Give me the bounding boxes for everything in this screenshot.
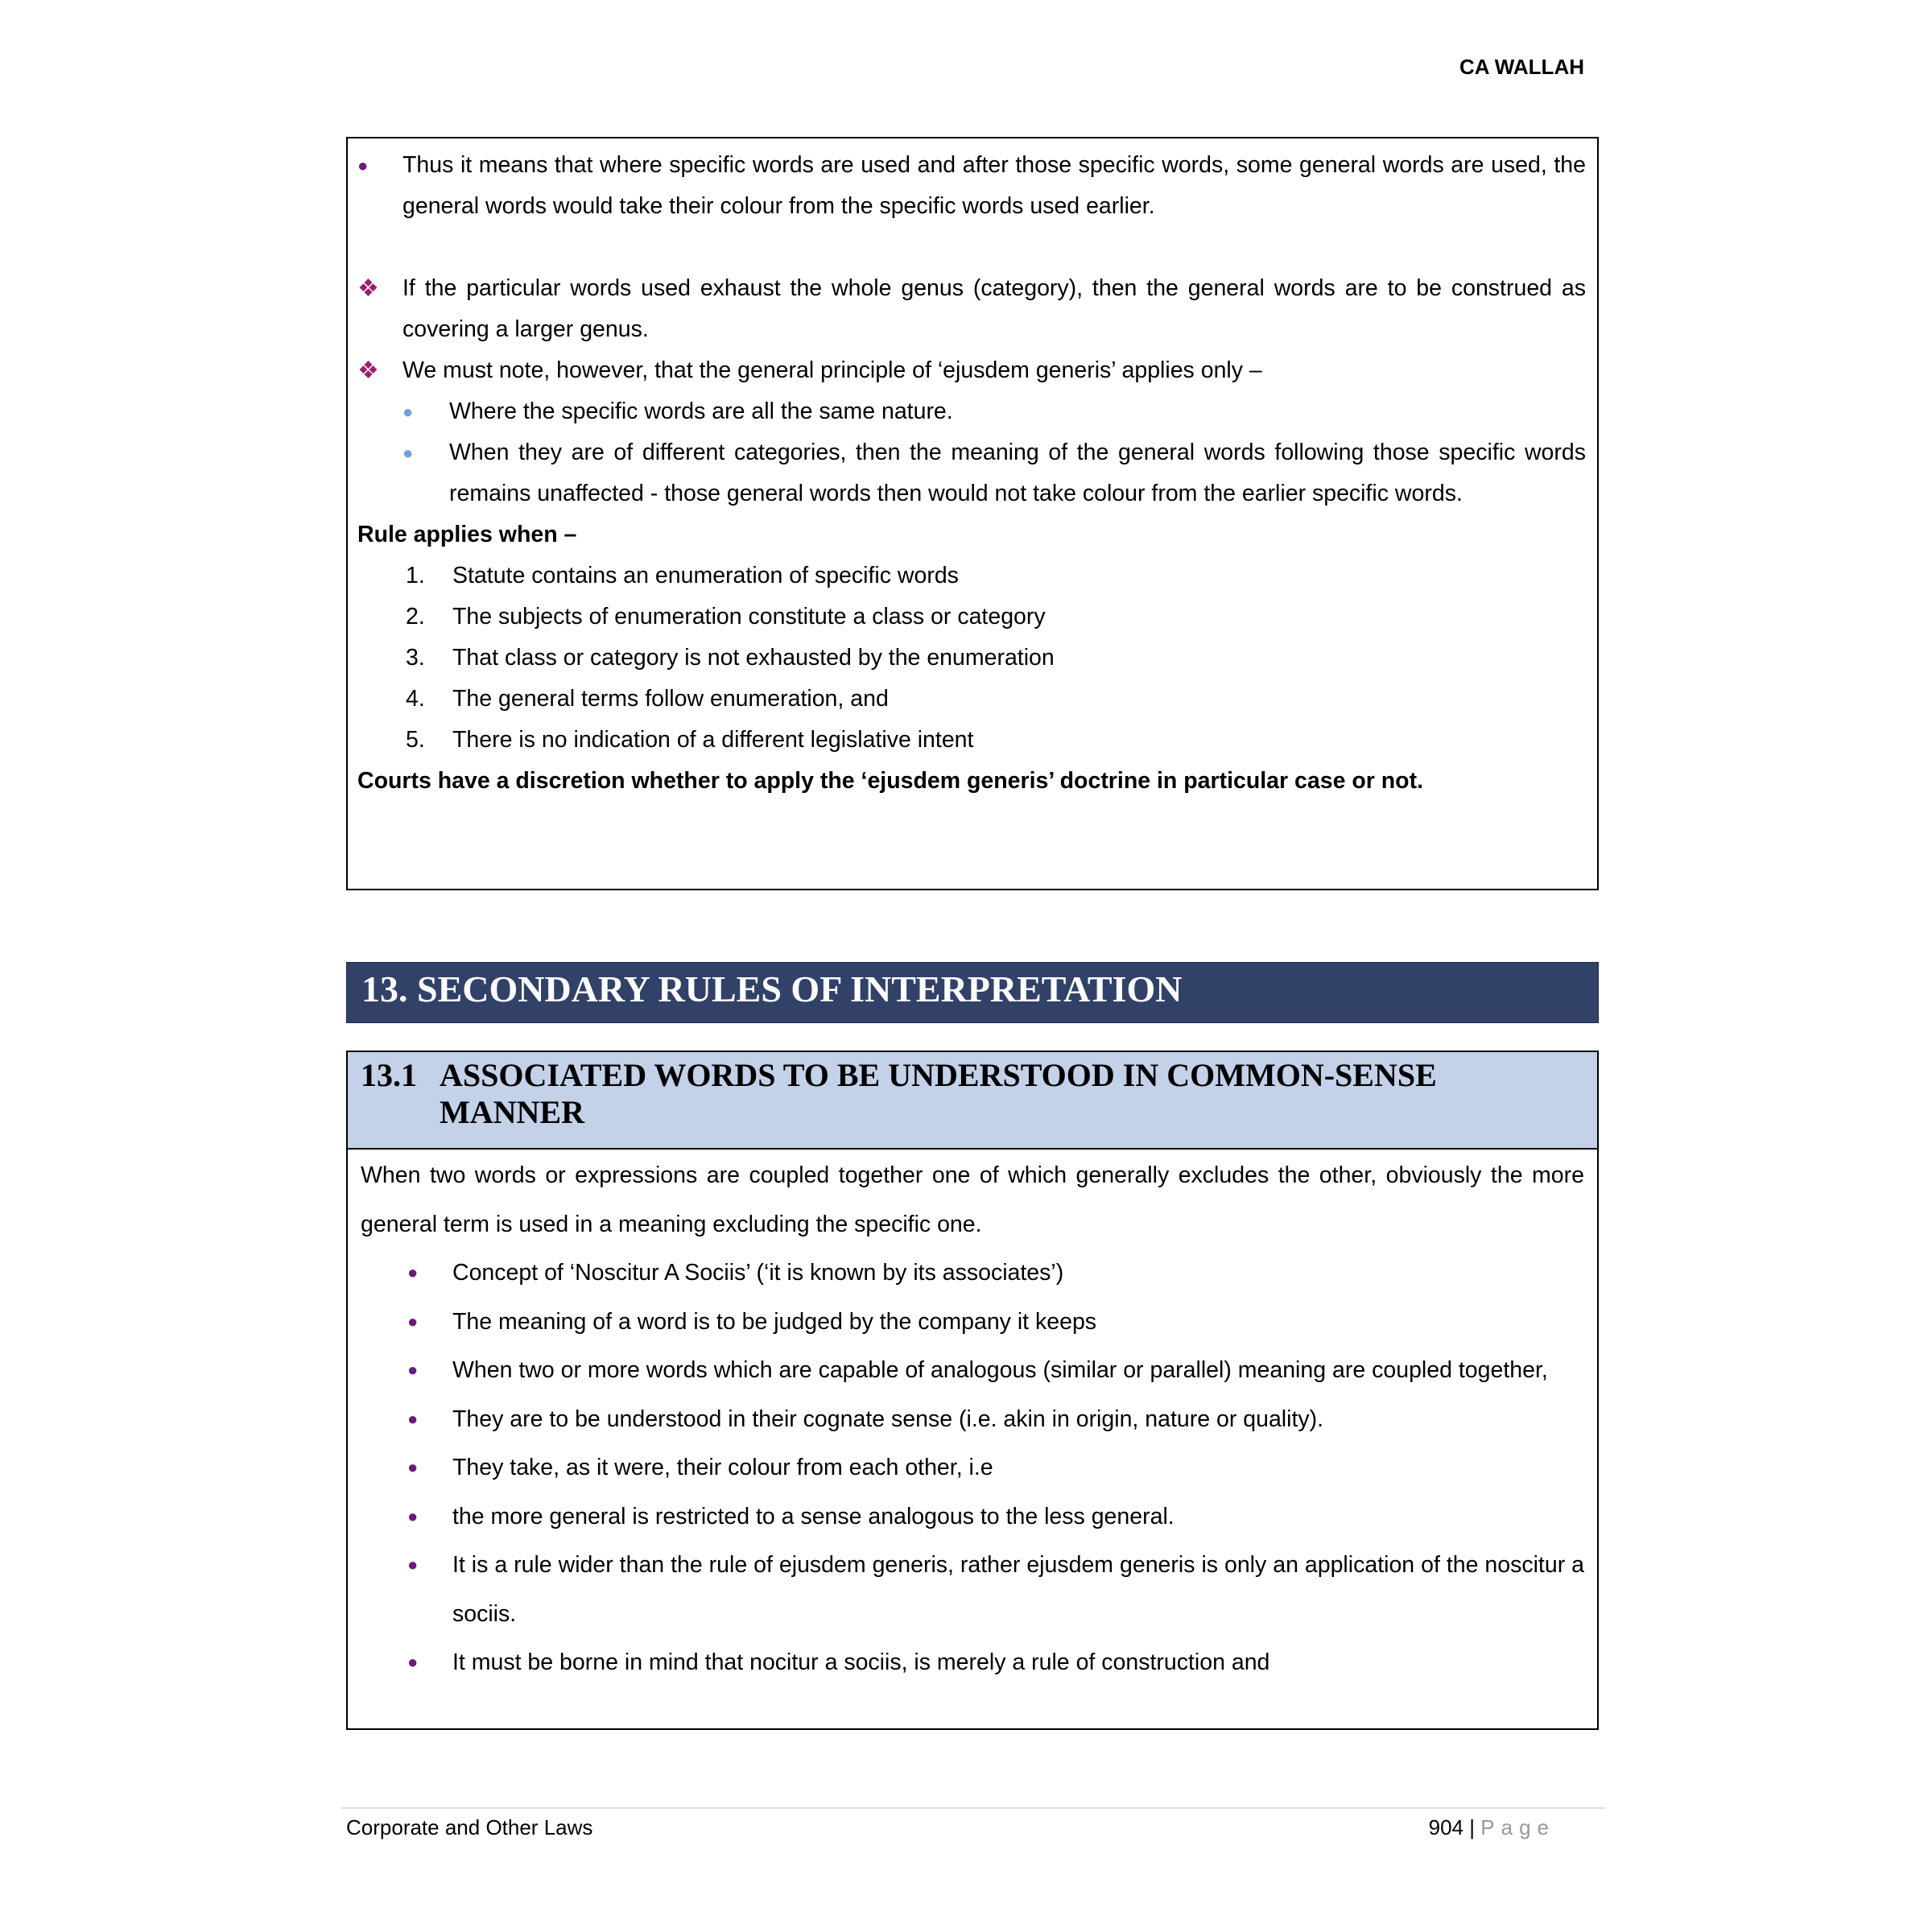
- diamond-bullet-icon: ❖: [357, 275, 379, 302]
- footer-divider: [341, 1807, 1605, 1809]
- bullet-icon: ●: [407, 1505, 419, 1526]
- bullet-icon: ●: [407, 1360, 419, 1380]
- diamond-bullet-icon: ❖: [357, 357, 379, 384]
- ejusdem-generis-box: [346, 137, 1599, 890]
- list-item: ● the more general is restricted to a sense analogous to the less general.: [361, 1492, 1584, 1542]
- rule-item: 5. There is no indication of a different legislative intent: [406, 727, 974, 753]
- bullet-icon: ●: [407, 1554, 419, 1575]
- bullet-icon: ●: [402, 402, 414, 422]
- bullet-icon: ●: [407, 1311, 419, 1331]
- list-item: ❖ We must note, however, that the general principle of ‘ejusdem generis’ applies only –: [357, 350, 1586, 391]
- list-item: ● When they are of different categories, then the meaning of the general words following those specific words remains unaffected - those general words then would not take colour from the earlier specific words.: [357, 432, 1586, 514]
- list-item: ● Concept of ‘Noscitur A Sociis’ (‘it is known by its associates’): [361, 1249, 1584, 1298]
- subsection-intro: When two words or expressions are coupled together one of which generally excludes the other, obviously the more general term is used in a meaning excluding the specific one.: [361, 1162, 1584, 1237]
- footer-title: Corporate and Other Laws: [346, 1815, 593, 1839]
- list-item: ● Thus it means that where specific words are used and after those specific words, some general words are used, the general words would take their colour from the specific words used earlier.: [357, 145, 1586, 227]
- bullet-icon: ●: [402, 443, 414, 463]
- bullet-icon: ●: [357, 155, 369, 175]
- bullet-icon: ●: [407, 1457, 419, 1477]
- list-item: ● When two or more words which are capable of analogous (similar or parallel) meaning are coupled together,: [361, 1346, 1584, 1395]
- conclusion: Courts have a discretion whether to apply the ‘ejusdem generis’ doctrine in particular case or not.: [357, 768, 1423, 794]
- bullet-icon: ●: [407, 1408, 419, 1429]
- rule-heading: Rule applies when –: [357, 522, 577, 547]
- header-brand: CA WALLAH: [1459, 55, 1584, 79]
- list-item: ● The meaning of a word is to be judged by the company it keeps: [361, 1298, 1584, 1347]
- list-item: ● It is a rule wider than the rule of ejusdem generis, rather ejusdem generis is only an application of the noscitur a sociis.: [361, 1541, 1584, 1638]
- list-item: ● They take, as it were, their colour from each other, i.e: [361, 1443, 1584, 1492]
- rule-item: 2. The subjects of enumeration constitute a class or category: [406, 604, 1046, 630]
- rule-item: 4. The general terms follow enumeration, and: [406, 686, 889, 712]
- section-heading: 13. SECONDARY RULES OF INTERPRETATION: [346, 962, 1599, 1023]
- rule-item: 3. That class or category is not exhausted by the enumeration: [406, 645, 1055, 671]
- subsection-heading: 13.1 ASSOCIATED WORDS TO BE UNDERSTOOD IN COMMON-SENSE MANNER: [348, 1052, 1597, 1150]
- list-item: ❖ If the particular words used exhaust the whole genus (category), then the general words are to be construed as covering a larger genus.: [357, 268, 1586, 350]
- page-number: 904 | Page: [1428, 1815, 1555, 1839]
- bullet-icon: ●: [407, 1652, 419, 1672]
- subsection-box: [346, 1051, 1599, 1730]
- list-item: ● They are to be understood in their cognate sense (i.e. akin in origin, nature or quality).: [361, 1395, 1584, 1444]
- rule-item: 1. Statute contains an enumeration of specific words: [406, 563, 959, 588]
- list-item: ● Where the specific words are all the same nature.: [357, 391, 1586, 432]
- bullet-icon: ●: [407, 1262, 419, 1282]
- list-item: ● It must be borne in mind that nocitur a sociis, is merely a rule of construction and: [361, 1638, 1584, 1687]
